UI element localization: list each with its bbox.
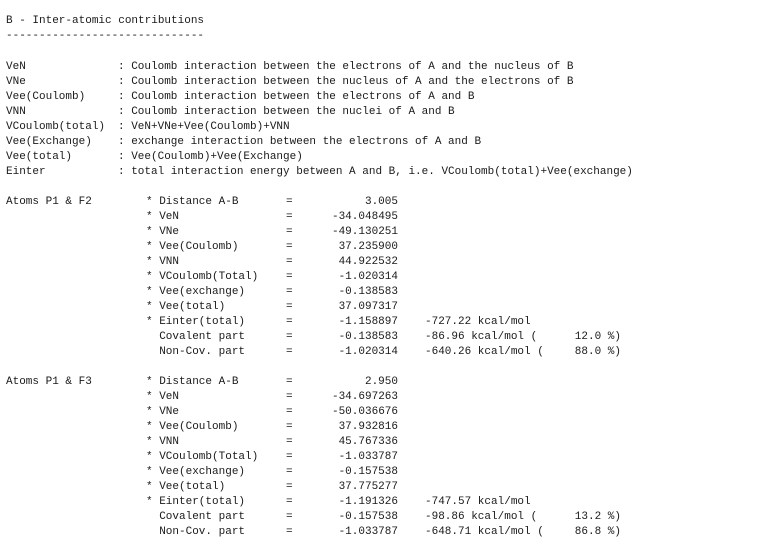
kcal-value: -747.57 kcal/mol: [425, 496, 531, 508]
row-label: Covalent part: [146, 511, 246, 523]
legend-description: : Coulomb interaction between the nuclei of A and B: [118, 106, 455, 118]
equals-sign: =: [286, 511, 293, 523]
equals-sign: =: [286, 301, 293, 313]
equals-sign: =: [286, 376, 293, 388]
row-label: * Einter(total): [146, 316, 246, 328]
equals-sign: =: [286, 496, 293, 508]
row-label: Non-Cov. part: [146, 346, 246, 358]
kcal-value: -648.71 kcal/mol (: [425, 526, 544, 538]
row-value: -1.033787: [338, 526, 398, 538]
row-value: -1.191326: [338, 496, 398, 508]
row-label: * Vee(total): [146, 481, 226, 493]
table-row: [6, 315, 776, 330]
table-row: [6, 510, 776, 525]
equals-sign: =: [286, 256, 293, 268]
row-value: -0.157538: [338, 466, 398, 478]
row-value: 37.235900: [338, 241, 398, 253]
equals-sign: =: [286, 481, 293, 493]
row-label: * Vee(Coulomb): [146, 421, 239, 433]
section-heading: B - Inter-atomic contributions: [6, 15, 205, 27]
legend-description: : total interaction energy between A and B, i.e. VCoulomb(total)+Vee(exchange): [118, 166, 633, 178]
equals-sign: =: [286, 466, 293, 478]
equals-sign: =: [286, 406, 293, 418]
row-label: * VNe: [146, 226, 180, 238]
table-row: [6, 525, 776, 540]
table-row: [6, 225, 776, 240]
legend-row: [6, 135, 776, 150]
equals-sign: =: [286, 331, 293, 343]
equals-sign: =: [286, 421, 293, 433]
row-label: * Distance A-B: [146, 376, 239, 388]
table-row: [6, 270, 776, 285]
table-row: [6, 255, 776, 270]
row-label: * VeN: [146, 391, 180, 403]
legend-row: [6, 90, 776, 105]
row-value: -1.033787: [338, 451, 398, 463]
equals-sign: =: [286, 391, 293, 403]
legend-term: VeN: [6, 61, 26, 73]
row-value: -49.130251: [331, 226, 398, 238]
atom-pair-title: Atoms P1 & F2: [6, 196, 92, 208]
legend-description: : Coulomb interaction between the electrons of A and B: [118, 91, 475, 103]
row-label: * VeN: [146, 211, 180, 223]
kcal-value: -98.86 kcal/mol (: [425, 511, 538, 523]
row-label: * Vee(Coulomb): [146, 241, 239, 253]
row-value: 37.932816: [338, 421, 398, 433]
table-row: [6, 465, 776, 480]
legend-term: Vee(Exchange): [6, 136, 92, 148]
table-row: [6, 285, 776, 300]
table-row: [6, 495, 776, 510]
equals-sign: =: [286, 196, 293, 208]
legend-description: : Coulomb interaction between the nucleus of A and the electrons of B: [118, 76, 574, 88]
row-label: * VCoulomb(Total): [146, 271, 259, 283]
equals-sign: =: [286, 271, 293, 283]
row-value: -0.138583: [338, 331, 398, 343]
row-value: 2.950: [364, 376, 398, 388]
row-value: 3.005: [364, 196, 398, 208]
row-label: * Vee(exchange): [146, 286, 246, 298]
row-label: * VNN: [146, 256, 180, 268]
row-value: -34.697263: [331, 391, 398, 403]
row-label: * Distance A-B: [146, 196, 239, 208]
row-label: * VNe: [146, 406, 180, 418]
table-row: [6, 435, 776, 450]
kcal-value: -640.26 kcal/mol (: [425, 346, 544, 358]
percent-value: 88.0 %): [574, 346, 621, 358]
equals-sign: =: [286, 211, 293, 223]
table-row: [6, 330, 776, 345]
legend-term: VNN: [6, 106, 26, 118]
legend-term: VNe: [6, 76, 26, 88]
legend-row: [6, 165, 776, 180]
row-value: 44.922532: [338, 256, 398, 268]
table-row: [6, 210, 776, 225]
percent-value: 86.8 %): [574, 526, 621, 538]
kcal-value: -727.22 kcal/mol: [425, 316, 531, 328]
row-label: Covalent part: [146, 331, 246, 343]
legend-term: Vee(total): [6, 151, 73, 163]
row-value: -1.020314: [338, 346, 398, 358]
row-label: * Vee(exchange): [146, 466, 246, 478]
row-value: -0.157538: [338, 511, 398, 523]
equals-sign: =: [286, 286, 293, 298]
legend-description: : exchange interaction between the electrons of A and B: [118, 136, 482, 148]
row-value: -34.048495: [331, 211, 398, 223]
equals-sign: =: [286, 436, 293, 448]
percent-value: 12.0 %): [574, 331, 621, 343]
table-row: [6, 240, 776, 255]
row-label: * VCoulomb(Total): [146, 451, 259, 463]
row-value: -1.020314: [338, 271, 398, 283]
row-label: * Vee(total): [146, 301, 226, 313]
kcal-value: -86.96 kcal/mol (: [425, 331, 538, 343]
row-label: * VNN: [146, 436, 180, 448]
table-row: [6, 405, 776, 420]
row-value: -0.138583: [338, 286, 398, 298]
row-value: 45.767336: [338, 436, 398, 448]
row-label: Non-Cov. part: [146, 526, 246, 538]
row-value: 37.775277: [338, 481, 398, 493]
legend-row: [6, 75, 776, 90]
heading-rule: ------------------------------: [6, 30, 205, 42]
legend-description: : VeN+VNe+Vee(Coulomb)+VNN: [118, 121, 290, 133]
legend-row: [6, 60, 776, 75]
table-row: [6, 195, 776, 210]
table-row: [6, 480, 776, 495]
table-row: [6, 450, 776, 465]
table-row: [6, 390, 776, 405]
legend-description: : Vee(Coulomb)+Vee(Exchange): [118, 151, 303, 163]
row-value: -50.036676: [331, 406, 398, 418]
legend-description: : Coulomb interaction between the electrons of A and the nucleus of B: [118, 61, 574, 73]
table-row: [6, 375, 776, 390]
table-row: [6, 420, 776, 435]
equals-sign: =: [286, 316, 293, 328]
row-value: -1.158897: [338, 316, 398, 328]
equals-sign: =: [286, 346, 293, 358]
atom-pair-title: Atoms P1 & F3: [6, 376, 92, 388]
equals-sign: =: [286, 526, 293, 538]
row-label: * Einter(total): [146, 496, 246, 508]
legend-row: [6, 120, 776, 135]
equals-sign: =: [286, 451, 293, 463]
legend-row: [6, 150, 776, 165]
legend-term: Vee(Coulomb): [6, 91, 86, 103]
table-row: [6, 300, 776, 315]
equals-sign: =: [286, 226, 293, 238]
legend-term: Einter: [6, 166, 46, 178]
legend-term: VCoulomb(total): [6, 121, 106, 133]
percent-value: 13.2 %): [574, 511, 621, 523]
legend-row: [6, 105, 776, 120]
table-row: [6, 345, 776, 360]
row-value: 37.097317: [338, 301, 398, 313]
equals-sign: =: [286, 241, 293, 253]
